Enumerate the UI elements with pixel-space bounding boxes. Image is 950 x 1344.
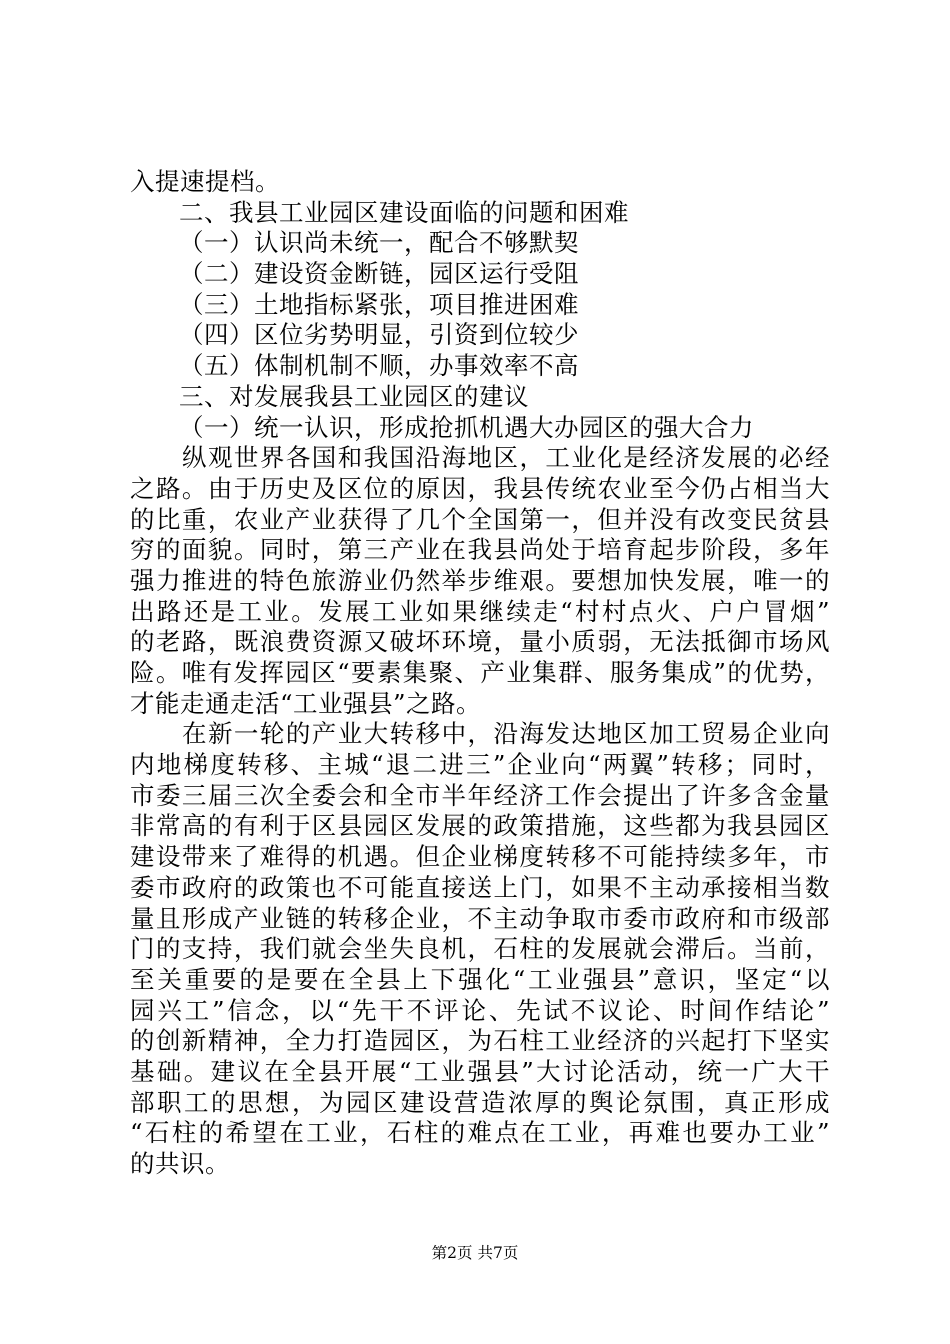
paragraph-line: 才能走通走活“工业强县”之路。 — [130, 688, 482, 718]
page-number: 第2页 共7页 — [431, 1244, 519, 1262]
subsection-heading: （一）统一认识，形成抢抓机遇大办园区的强大合力 — [179, 412, 754, 442]
paragraph-line: 量且形成产业链的转移企业，不主动争取市委市政府和市级部 — [130, 903, 830, 933]
list-item: （四）区位劣势明显，引资到位较少 — [179, 320, 579, 350]
paragraph-line: 出路还是工业。发展工业如果继续走“村村点火、户户冒烟” — [130, 596, 830, 626]
paragraph-line: 险。唯有发挥园区“要素集聚、产业集群、服务集成”的优势， — [130, 658, 830, 687]
page-footer — [0, 1243, 950, 1263]
paragraph-line: 内地梯度转移、主城“退二进三”企业向“两翼”转移；同时， — [130, 750, 830, 780]
list-item: （一）认识尚未统一，配合不够默契 — [179, 228, 579, 258]
text-line: 入提速提档。 — [130, 167, 280, 196]
paragraph-line: 的比重，农业产业获得了几个全国第一，但并没有改变民贫县 — [130, 504, 830, 534]
paragraph-line: 园兴工”信念，以“先干不评论、先试不议论、时间作结论” — [130, 995, 830, 1025]
document-body — [130, 167, 830, 1180]
paragraph-line: 纵观世界各国和我国沿海地区，工业化是经济发展的必经 — [182, 443, 830, 473]
paragraph-line: 基础。建议在全县开展“工业强县”大讨论活动，统一广大干 — [130, 1056, 830, 1086]
section-heading: 二、我县工业园区建设面临的问题和困难 — [179, 197, 629, 227]
paragraph-line: 的老路，既浪费资源又破坏环境，量小质弱，无法抵御市场风 — [130, 627, 830, 657]
paragraph-line: 强力推进的特色旅游业仍然举步维艰。要想加快发展，唯一的 — [130, 565, 830, 595]
paragraph-line: 的共识。 — [130, 1149, 230, 1178]
paragraph-line: “石柱的希望在工业，石柱的难点在工业，再难也要办工业” — [130, 1118, 830, 1148]
paragraph-line: 的创新精神，全力打造园区，为石柱工业经济的兴起打下坚实 — [130, 1026, 830, 1056]
paragraph-line: 非常高的有利于区县园区发展的政策措施，这些都为我县园区 — [130, 811, 830, 841]
paragraph-line: 建设带来了难得的机遇。但企业梯度转移不可能持续多年，市 — [130, 842, 830, 872]
paragraph-line: 穷的面貌。同时，第三产业在我县尚处于培育起步阶段，多年 — [130, 535, 830, 565]
list-item: （三）土地指标紧张，项目推进困难 — [179, 289, 579, 319]
list-item: （五）体制机制不顺，办事效率不高 — [179, 351, 579, 381]
paragraph-line: 委市政府的政策也不可能直接送上门，如果不主动承接相当数 — [130, 872, 830, 902]
paragraph-line: 至关重要的是要在全县上下强化“工业强县”意识，坚定“以 — [130, 964, 830, 994]
paragraph-line: 之路。由于历史及区位的原因，我县传统农业至今仍占相当大 — [130, 473, 830, 503]
paragraph-line: 在新一轮的产业大转移中，沿海发达地区加工贸易企业向 — [182, 719, 830, 749]
list-item: （二）建设资金断链，园区运行受阻 — [179, 259, 579, 289]
paragraph-line: 门的支持，我们就会坐失良机，石柱的发展就会滞后。当前， — [130, 934, 830, 964]
paragraph-line: 部职工的思想，为园区建设营造浓厚的舆论氛围，真正形成 — [130, 1087, 830, 1117]
paragraph-line: 市委三届三次全委会和全市半年经济工作会提出了许多含金量 — [130, 780, 830, 810]
section-heading: 三、对发展我县工业园区的建议 — [179, 381, 529, 411]
